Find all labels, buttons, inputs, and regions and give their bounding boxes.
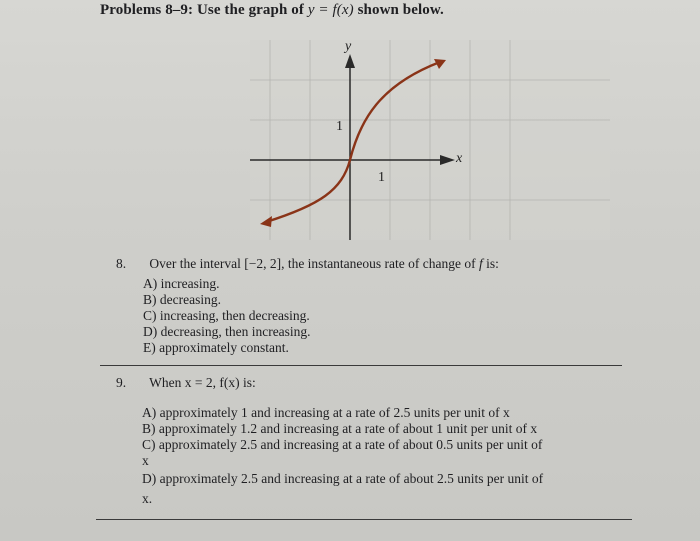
- x-tick-label: 1: [378, 170, 385, 185]
- question-8-options: [143, 276, 443, 356]
- divider-line: [100, 365, 622, 366]
- question-9-text: When x = 2, f(x) is:: [149, 375, 256, 390]
- y-tick-label: 1: [336, 119, 343, 134]
- question-8-number: 8.: [116, 256, 127, 271]
- header-function: y = f(x): [307, 2, 354, 18]
- q9-option-c-cont: x: [142, 453, 149, 468]
- x-axis-label: x: [456, 151, 463, 166]
- q9-option-d-cont: x.: [142, 491, 153, 506]
- q9-option-b[interactable]: B) approximately 1.2 and increasing at a rate of about 1 unit per unit of x: [142, 421, 538, 436]
- q9-option-a[interactable]: A) approximately 1 and increasing at a rate of 2.5 units per unit of x: [142, 405, 510, 420]
- q8-option-a[interactable]: A) increasing.: [143, 276, 220, 291]
- q8-option-c[interactable]: C) increasing, then decreasing.: [143, 308, 310, 323]
- q8-option-e[interactable]: E) approximately constant.: [143, 340, 289, 355]
- bottom-divider-line: [96, 519, 632, 520]
- q9-option-d[interactable]: D) approximately 2.5 and increasing at a rate of about 2.5 units per unit of: [142, 471, 544, 486]
- q9-option-c[interactable]: C) approximately 2.5 and increasing at a rate of about 0.5 units per unit of: [142, 437, 543, 452]
- problems-header: [100, 2, 444, 19]
- question-9-options: [142, 405, 642, 507]
- question-9: [116, 375, 544, 506]
- question-8-function: f: [479, 256, 483, 271]
- question-9-number: 9.: [116, 375, 127, 390]
- question-8: [116, 256, 499, 355]
- question-8-text: Over the interval [−2, 2], the instantaneous rate of change of: [149, 256, 476, 271]
- y-axis-label: y: [345, 40, 352, 54]
- header-prefix: Problems 8–9: Use the graph of: [100, 2, 304, 18]
- question-8-tail: is:: [486, 256, 499, 271]
- header-suffix: shown below.: [357, 2, 444, 18]
- q8-option-b[interactable]: B) decreasing.: [143, 292, 221, 307]
- function-graph: [250, 40, 610, 240]
- q8-option-d[interactable]: D) decreasing, then increasing.: [143, 324, 311, 339]
